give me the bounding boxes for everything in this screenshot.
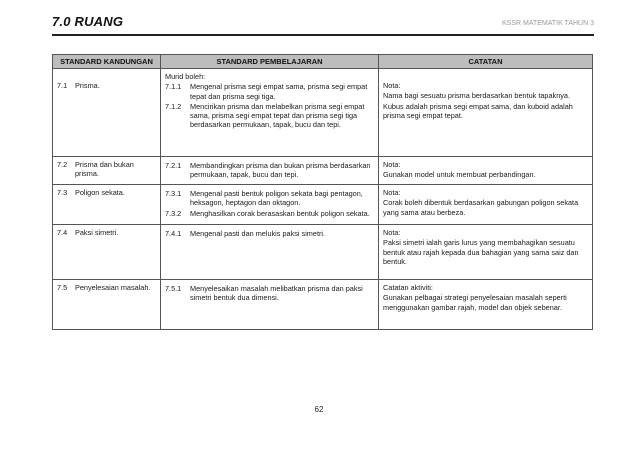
catatan-cell <box>379 185 593 225</box>
standard-kandungan-cell <box>53 69 161 157</box>
note-heading: Nota: <box>383 81 401 90</box>
catatan-cell <box>379 280 593 330</box>
learning-intro: Murid boleh: <box>165 72 206 81</box>
learning-item-number: 7.1.2 <box>165 101 182 111</box>
learning-item-text: Mengenal pasti dan melukis paksi simetri. <box>190 229 326 238</box>
standard-number: 7.1 <box>57 81 68 90</box>
learning-item <box>165 209 374 218</box>
learning-item-number: 7.3.1 <box>165 189 182 198</box>
header-rule <box>52 34 594 36</box>
catatan-cell <box>379 157 593 185</box>
standard-kandungan-cell <box>53 185 161 225</box>
column-header-standard-pembelajaran: STANDARD PEMBELAJARAN <box>161 55 379 69</box>
standard-title: Poligon sekata. <box>75 188 125 197</box>
learning-item <box>165 102 374 130</box>
learning-item-number: 7.4.1 <box>165 229 182 238</box>
page-title: 7.0 RUANG <box>52 14 124 29</box>
note-text: Gunakan pelbagai strategi penyelesaian masalah seperti menggunakan gambar rajah, model dan objek sebenar. <box>383 293 567 312</box>
page-subtitle: KSSR MATEMATIK TAHUN 3 <box>501 20 594 27</box>
catatan-cell <box>379 225 593 280</box>
standard-pembelajaran-cell <box>161 157 379 185</box>
standard-title: Paksi simetri. <box>75 228 119 237</box>
note-heading: Catatan aktiviti: <box>383 283 433 292</box>
note-text: Paksi simetri ialah garis lurus yang membahagikan sesuatu bentuk atau rajah kepada dua bahagian yang sama saiz dan bentuk. <box>383 238 579 266</box>
learning-item-number: 7.1.1 <box>165 82 182 92</box>
table-row <box>53 69 593 157</box>
page-header <box>52 14 594 36</box>
learning-item-text: Menghasilkan corak berasaskan bentuk poligon sekata. <box>190 208 370 218</box>
learning-item <box>165 284 374 303</box>
learning-item-text: Membandingkan prisma dan bukan prisma berdasarkan permukaan, tapak, bucu dan tepi. <box>190 161 371 180</box>
standard-pembelajaran-cell <box>161 69 379 157</box>
standard-number: 7.3 <box>57 188 68 197</box>
learning-item <box>165 161 374 180</box>
note-heading: Nota: <box>383 160 401 169</box>
standard-number: 7.4 <box>57 228 68 237</box>
column-header-standard-kandungan: STANDARD KANDUNGAN <box>53 55 161 69</box>
standard-title: Prisma. <box>75 81 100 90</box>
table-header-row <box>53 55 593 69</box>
standard-kandungan-cell <box>53 157 161 185</box>
standard-pembelajaran-cell <box>161 185 379 225</box>
learning-item-number: 7.5.1 <box>165 284 182 293</box>
note-text: Kubus adalah prisma segi empat sama, dan kuboid adalah prisma segi empat tepat. <box>383 101 573 120</box>
learning-item-text: Mencirikan prisma dan melabelkan prisma segi empat sama, prisma segi empat tepat dan prisma segi tiga berdasarkan permukaan, tapak, bucu dan tepi. <box>190 101 365 130</box>
column-header-catatan: CATATAN <box>379 55 593 69</box>
catatan-cell <box>379 69 593 157</box>
learning-item-text: Mengenal pasti bentuk poligon sekata bagi pentagon, heksagon, heptagon dan oktagon. <box>190 189 363 208</box>
note-text: Nama bagi sesuatu prisma berdasarkan bentuk tapaknya. <box>383 91 570 101</box>
standard-pembelajaran-cell <box>161 280 379 330</box>
note-text: Gunakan model untuk membuat perbandingan. <box>383 170 536 180</box>
table-row <box>53 157 593 185</box>
standard-kandungan-cell <box>53 225 161 280</box>
table-row <box>53 225 593 280</box>
learning-item-number: 7.3.2 <box>165 208 182 218</box>
standard-title: Prisma dan bukan prisma. <box>75 160 134 179</box>
standard-kandungan-cell <box>53 280 161 330</box>
learning-item-number: 7.2.1 <box>165 161 182 170</box>
note-text: Corak boleh dibentuk berdasarkan gabungan poligon sekata yang sama atau berbeza. <box>383 198 579 217</box>
standard-number: 7.2 <box>57 160 68 169</box>
table-row <box>53 185 593 225</box>
standard-pembelajaran-cell <box>161 225 379 280</box>
learning-item-text: Menyelesaikan masalah melibatkan prisma dan paksi simetri bentuk dua dimensi. <box>190 284 363 303</box>
learning-item <box>165 82 374 101</box>
page-number: 62 <box>314 405 324 414</box>
learning-item <box>165 229 374 238</box>
learning-item-text: Mengenal prisma segi empat sama, prisma segi empat tepat dan prisma segi tiga. <box>190 82 368 101</box>
table-row <box>53 280 593 330</box>
note-heading: Nota: <box>383 228 401 237</box>
standard-title: Penyelesaian masalah. <box>75 283 151 292</box>
curriculum-table <box>52 54 593 330</box>
standard-number: 7.5 <box>57 283 68 292</box>
note-heading: Nota: <box>383 188 401 197</box>
learning-item <box>165 189 374 208</box>
